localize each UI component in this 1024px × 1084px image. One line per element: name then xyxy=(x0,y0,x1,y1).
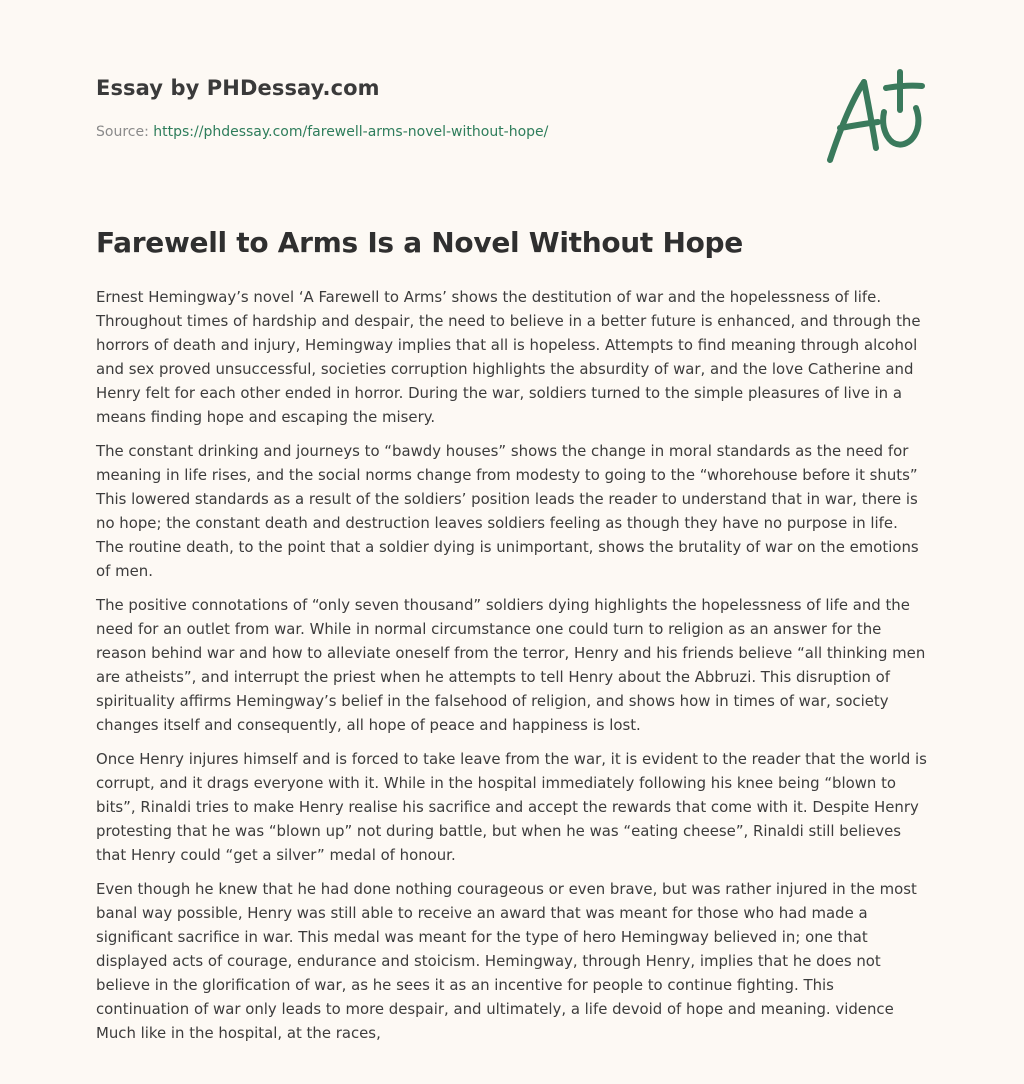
essay-paragraph: The positive connotations of “only seven thousand” soldiers dying highlights the hopelessness of life and the need for an outlet from war. While in normal circumstance one could turn to religion as an answer for the reason behind war and how to alleviate oneself from the terror, Henry and his friends believe “all thinking men are atheists”, and interrupt the priest when he attempts to tell Henry about the Abbruzi. This disruption of spirituality affirms Hemingway’s belief in the falsehood of religion, and shows how in times of war, society changes itself and consequently, all hope of peace and happiness is lost. xyxy=(96,596,926,734)
essay-paragraph: Ernest Hemingway’s novel ‘A Farewell to Arms’ shows the destitution of war and the hopelessness of life. Throughout times of hardship and despair, the need to believe in a better future is enhanced, and through the horrors of death and injury, Hemingway implies that all is hopeless. Attempts to find meaning through alcohol and sex proved unsuccessful, societies corruption highlights the absurdity of war, and the love Catherine and Henry felt for each other ended in horror. During the war, soldiers turned to the simple pleasures of live in a means finding hope and escaping the misery. xyxy=(96,288,921,426)
source-line xyxy=(96,124,548,140)
essay-body xyxy=(96,285,928,1055)
essay-paragraph: Even though he knew that he had done nothing courageous or even brave, but was rather injured in the most banal way possible, Henry was still able to receive an award that was meant for those who had made a significant sacrifice in war. This medal was meant for the type of hero Hemingway believed in; one that displayed acts of courage, endurance and stoicism. Hemingway, through Henry, implies that he does not believe in the glorification of war, as he sees it as an incentive for people to continue fighting. This continuation of war only leads to more despair, and ultimately, a life devoid of hope and meaning. vidence Much like in the hospital, at the races, xyxy=(96,880,917,1042)
essay-paragraph: Once Henry injures himself and is forced to take leave from the war, it is evident to the reader that the world is corrupt, and it drags everyone with it. While in the hospital immediately following his knee being “blown to bits”, Rinaldi tries to make Henry realise his sacrifice and accept the rewards that come with it. Despite Henry protesting that he was “blown up” not during battle, but when he was “eating cheese”, Rinaldi still believes that Henry could “get a silver” medal of honour. xyxy=(96,750,927,864)
source-label: Source: xyxy=(96,124,154,140)
essay-paragraph: The constant drinking and journeys to “bawdy houses” shows the change in moral standards as the need for meaning in life rises, and the social norms change from modesty to going to the “whorehouse before it shuts” This lowered standards as a result of the soldiers’ position leads the reader to understand that in war, there is no hope; the constant death and destruction leaves soldiers feeling as though they have no purpose in life. The routine death, to the point that a soldier dying is unimportant, shows the brutality of war on the emotions of men. xyxy=(96,442,919,580)
site-title: Essay by PHDessay.com xyxy=(96,76,380,100)
a-plus-logo-icon xyxy=(826,68,926,164)
essay-title: Farewell to Arms Is a Novel Without Hope xyxy=(96,226,743,259)
page xyxy=(96,0,928,1042)
source-link[interactable]: https://phdessay.com/farewell-arms-novel-without-hope/ xyxy=(153,124,549,140)
header xyxy=(96,0,928,190)
